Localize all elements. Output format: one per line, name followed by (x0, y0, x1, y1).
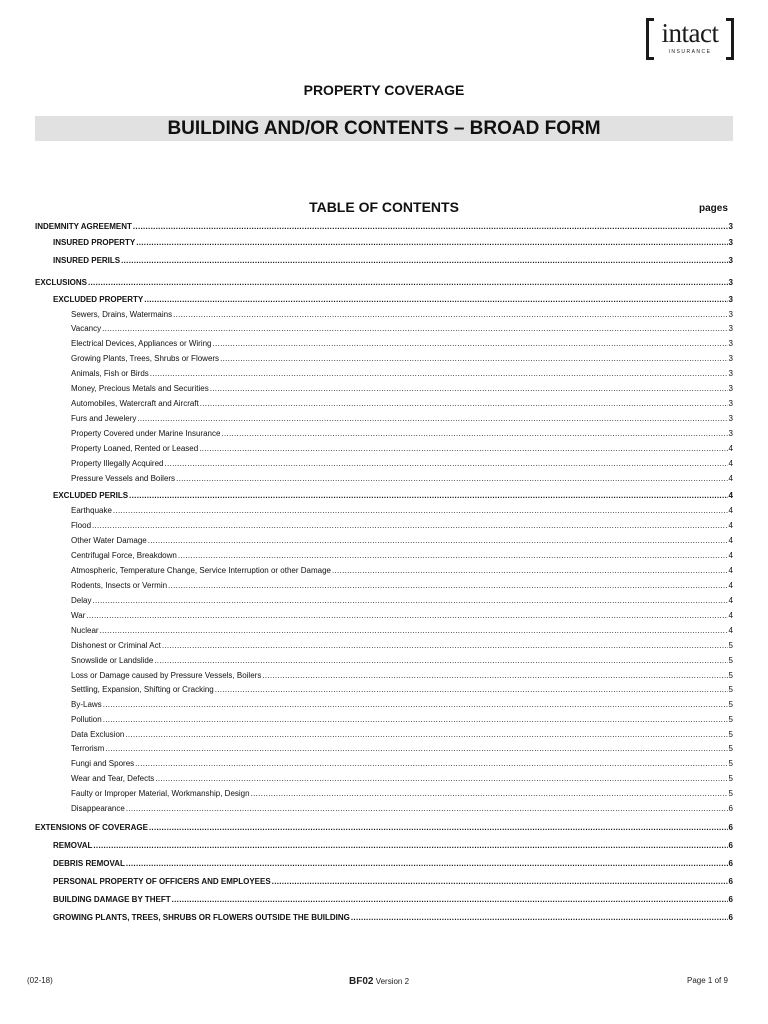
toc-entry-label: Flood (71, 521, 92, 530)
footer-form-code: BF02 (349, 976, 374, 987)
toc-entry-page: 5 (728, 671, 733, 680)
footer-version: Version 2 (375, 977, 410, 986)
toc-entry-label: Earthquake (71, 506, 112, 515)
toc-entry-label: EXCLUDED PERILS (53, 491, 129, 500)
toc-leader-dots (165, 458, 728, 470)
toc-entry-label: Delay (71, 596, 92, 605)
toc-entry-page: 3 (728, 295, 733, 304)
footer-form-id (349, 976, 409, 987)
toc-leader-dots (162, 640, 728, 652)
toc-leader-dots (133, 221, 728, 233)
toc-leader-dots (126, 803, 728, 815)
toc-entry-page: 3 (728, 256, 733, 265)
toc-entry (71, 788, 733, 800)
toc-entry-page: 5 (728, 641, 733, 650)
toc-entry (53, 255, 733, 267)
toc-entry-page: 3 (728, 414, 733, 423)
toc-entry-page: 6 (728, 859, 733, 868)
toc-entry (71, 565, 733, 577)
toc-leader-dots (102, 323, 727, 335)
toc-entry-label: Property Loaned, Rented or Leased (71, 444, 199, 453)
toc-entry-page: 6 (728, 804, 733, 813)
toc-entry (71, 550, 733, 562)
toc-entry (71, 699, 733, 711)
toc-entry-page: 3 (728, 384, 733, 393)
logo-right-bracket (726, 18, 734, 60)
toc-entry-page: 4 (728, 506, 733, 515)
toc-entry-label: Centrifugal Force, Breakdown (71, 551, 177, 560)
toc-entry (71, 368, 733, 380)
toc-entry-page: 4 (728, 491, 733, 500)
toc-entry-label: Nuclear (71, 626, 99, 635)
toc-entry-label: EXCLUSIONS (35, 278, 88, 287)
toc-entry-page: 3 (728, 278, 733, 287)
toc-leader-dots (178, 550, 728, 562)
toc-entry (53, 294, 733, 306)
toc-entry-page: 6 (728, 877, 733, 886)
toc-entry-label: Furs and Jewelery (71, 414, 137, 423)
toc-entry-label: Other Water Damage (71, 536, 147, 545)
toc-leader-dots (93, 840, 727, 852)
toc-entry (71, 729, 733, 741)
toc-entry-page: 4 (728, 536, 733, 545)
toc-entry-page: 4 (728, 611, 733, 620)
toc-leader-dots (125, 729, 727, 741)
toc-entry-page: 4 (728, 596, 733, 605)
toc-entry-label: Pollution (71, 715, 102, 724)
toc-entry-page: 4 (728, 566, 733, 575)
toc-entry-page: 5 (728, 789, 733, 798)
toc-entry-label: Animals, Fish or Birds (71, 369, 149, 378)
toc-leader-dots (210, 383, 728, 395)
toc-entry-page: 5 (728, 744, 733, 753)
toc-entry (71, 535, 733, 547)
toc-entry-label: INSURED PERILS (53, 256, 121, 265)
toc-leader-dots (136, 237, 727, 249)
toc-entry (35, 277, 733, 289)
toc-leader-dots (332, 565, 728, 577)
toc-entry-label: EXCLUDED PROPERTY (53, 295, 144, 304)
toc-entry-page: 5 (728, 656, 733, 665)
toc-leader-dots (137, 413, 727, 425)
toc-entry-label: War (71, 611, 86, 620)
toc-leader-dots (148, 535, 728, 547)
toc-entry (71, 610, 733, 622)
toc-entry-page: 4 (728, 444, 733, 453)
toc-leader-dots (154, 655, 727, 667)
toc-entry-label: Money, Precious Metals and Securities (71, 384, 209, 393)
toc-entry (71, 458, 733, 470)
document-title-bar (35, 116, 733, 141)
toc-entry-page: 4 (728, 551, 733, 560)
toc-leader-dots (262, 670, 727, 682)
toc-entry-label: Atmospheric, Temperature Change, Service Interruption or other Damage (71, 566, 331, 575)
document-subtitle: PROPERTY COVERAGE (303, 82, 465, 98)
toc-entry-label: Loss or Damage caused by Pressure Vessels, Boilers (71, 671, 262, 680)
toc-entry-label: Disappearance (71, 804, 125, 813)
footer-edition: (02-18) (27, 976, 53, 985)
toc-leader-dots (103, 699, 728, 711)
toc-leader-dots (150, 368, 728, 380)
toc-entry-label: Electrical Devices, Appliances or Wiring (71, 339, 212, 348)
toc-leader-dots (144, 294, 727, 306)
toc-leader-dots (103, 714, 728, 726)
toc-entry-page: 4 (728, 459, 733, 468)
toc-entry (71, 520, 733, 532)
toc-entry-page: 4 (728, 521, 733, 530)
logo-wordmark: intact (661, 18, 719, 48)
toc-entry-label: Sewers, Drains, Watermains (71, 310, 173, 319)
toc-leader-dots (149, 822, 728, 834)
document-title: BUILDING AND/OR CONTENTS – BROAD FORM (167, 118, 601, 139)
toc-entry (71, 505, 733, 517)
toc-entry-label: GROWING PLANTS, TREES, SHRUBS OR FLOWERS OUTSIDE THE BUILDING (53, 913, 350, 922)
logo-subtext: INSURANCE (668, 49, 712, 55)
toc-entry-page: 4 (728, 474, 733, 483)
toc-entry-label: Automobiles, Watercraft and Aircraft (71, 399, 199, 408)
toc-entry-page: 4 (728, 626, 733, 635)
toc-entry-label: Property Covered under Marine Insurance (71, 429, 221, 438)
toc-entry-label: EXTENSIONS OF COVERAGE (35, 823, 148, 832)
toc-entry-page: 6 (728, 895, 733, 904)
toc-pages-label: pages (699, 203, 728, 214)
toc-entry-label: Rodents, Insects or Vermin (71, 581, 168, 590)
toc-entry (71, 580, 733, 592)
toc-leader-dots (220, 353, 727, 365)
toc-entry-page: 4 (728, 581, 733, 590)
toc-entry (71, 323, 733, 335)
toc-leader-dots (155, 773, 727, 785)
toc-leader-dots (113, 505, 728, 517)
toc-entry-page: 5 (728, 715, 733, 724)
toc-leader-dots (86, 610, 727, 622)
toc-entry-page: 5 (728, 759, 733, 768)
toc-entry (35, 822, 733, 834)
toc-entry-page: 6 (728, 841, 733, 850)
toc-heading: TABLE OF CONTENTS (309, 199, 459, 215)
toc-entry (71, 473, 733, 485)
toc-leader-dots (92, 520, 728, 532)
toc-entry-label: PERSONAL PROPERTY OF OFFICERS AND EMPLOYEES (53, 877, 271, 886)
toc-leader-dots (173, 309, 727, 321)
toc-leader-dots (200, 398, 728, 410)
toc-leader-dots (129, 490, 727, 502)
toc-leader-dots (88, 277, 728, 289)
toc-entry (53, 490, 733, 502)
toc-entry-page: 3 (728, 222, 733, 231)
toc-entry-label: INDEMNITY AGREEMENT (35, 222, 132, 231)
toc-leader-dots (121, 255, 727, 267)
toc-leader-dots (105, 743, 727, 755)
toc-entry (53, 894, 733, 906)
toc-leader-dots (251, 788, 728, 800)
toc-entry (35, 221, 733, 233)
toc-entry (71, 640, 733, 652)
toc-entry-page: 5 (728, 685, 733, 694)
footer-page-number: Page 1 of 9 (687, 976, 728, 985)
toc-entry (71, 773, 733, 785)
toc-entry-label: Wear and Tear, Defects (71, 774, 155, 783)
toc-entry (71, 413, 733, 425)
toc-entry-label: Vacancy (71, 324, 102, 333)
toc-entry (71, 625, 733, 637)
toc-entry-label: DEBRIS REMOVAL (53, 859, 125, 868)
toc-leader-dots (92, 595, 727, 607)
toc-leader-dots (199, 443, 727, 455)
toc-leader-dots (126, 858, 728, 870)
toc-entry (71, 595, 733, 607)
toc-entry (71, 714, 733, 726)
toc-entry-label: By-Laws (71, 700, 102, 709)
toc-leader-dots (172, 894, 728, 906)
toc-entry (71, 443, 733, 455)
intact-insurance-logo (646, 18, 734, 60)
toc-entry-page: 3 (728, 238, 733, 247)
toc-entry (53, 912, 733, 924)
toc-leader-dots (213, 338, 728, 350)
toc-entry-page: 6 (728, 913, 733, 922)
toc-entry (71, 338, 733, 350)
toc-entry-label: INSURED PROPERTY (53, 238, 136, 247)
toc-entry-page: 5 (728, 700, 733, 709)
toc-leader-dots (221, 428, 727, 440)
toc-leader-dots (176, 473, 727, 485)
toc-leader-dots (135, 758, 727, 770)
toc-entry-page: 3 (728, 354, 733, 363)
toc-entry (53, 840, 733, 852)
toc-entry-page: 5 (728, 774, 733, 783)
toc-entry (53, 237, 733, 249)
toc-entry (53, 876, 733, 888)
toc-entry-label: Pressure Vessels and Boilers (71, 474, 176, 483)
toc-leader-dots (272, 876, 728, 888)
toc-entry-label: Snowslide or Landslide (71, 656, 154, 665)
toc-entry (53, 858, 733, 870)
toc-entry (71, 743, 733, 755)
toc-entry-page: 5 (728, 730, 733, 739)
toc-entry (71, 428, 733, 440)
toc-entry-page: 3 (728, 310, 733, 319)
toc-entry-page: 3 (728, 399, 733, 408)
toc-entry (71, 684, 733, 696)
toc-entry-label: Fungi and Spores (71, 759, 135, 768)
toc-entry-page: 6 (728, 823, 733, 832)
toc-entry-label: Faulty or Improper Material, Workmanship, Design (71, 789, 250, 798)
toc-entry-label: Settling, Expansion, Shifting or Cracking (71, 685, 214, 694)
toc-entry-label: Dishonest or Criminal Act (71, 641, 161, 650)
toc-leader-dots (215, 684, 728, 696)
toc-entry (71, 353, 733, 365)
toc-entry-page: 3 (728, 339, 733, 348)
toc-entry-label: Terrorism (71, 744, 105, 753)
logo-text (654, 18, 726, 60)
toc-entry-label: BUILDING DAMAGE BY THEFT (53, 895, 171, 904)
toc-entry (71, 398, 733, 410)
toc-entry (71, 670, 733, 682)
toc-leader-dots (351, 912, 728, 924)
logo-left-bracket (646, 18, 654, 60)
toc-entry-label: REMOVAL (53, 841, 93, 850)
toc-entry (71, 803, 733, 815)
toc-entry (71, 655, 733, 667)
toc-entry (71, 758, 733, 770)
toc-leader-dots (168, 580, 728, 592)
toc-entry (71, 383, 733, 395)
toc-entry-page: 3 (728, 324, 733, 333)
toc-entry-label: Growing Plants, Trees, Shrubs or Flowers (71, 354, 220, 363)
toc-entry (71, 309, 733, 321)
toc-entry-label: Data Exclusion (71, 730, 125, 739)
toc-entry-page: 3 (728, 369, 733, 378)
toc-leader-dots (100, 625, 728, 637)
toc-entry-label: Property Illegally Acquired (71, 459, 164, 468)
toc-entry-page: 3 (728, 429, 733, 438)
